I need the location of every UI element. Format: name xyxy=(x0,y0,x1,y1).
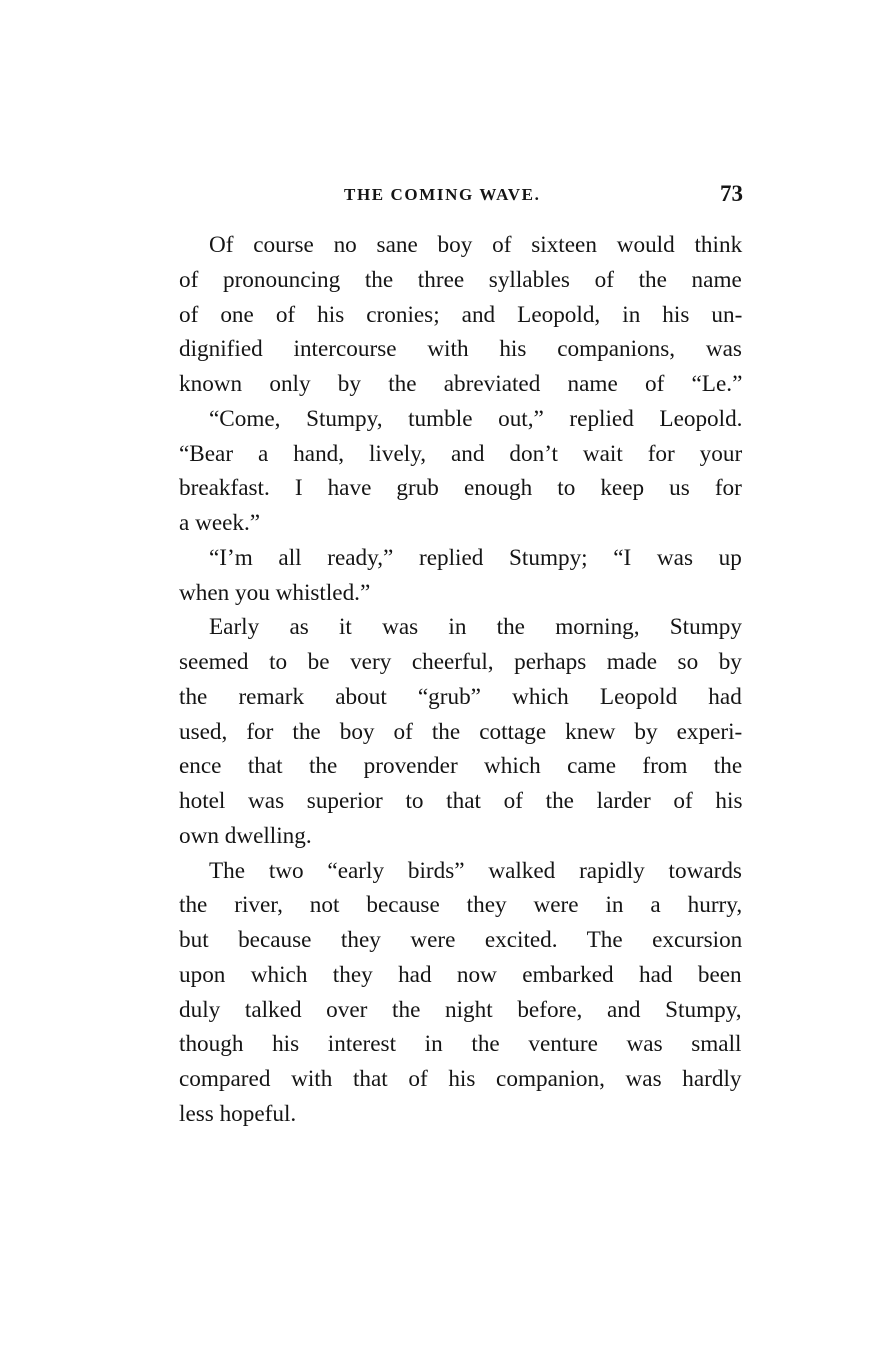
paragraph xyxy=(179,541,742,611)
text-line: when you whistled.” xyxy=(179,579,371,606)
text-line: “I’m all ready,” replied Stumpy; “I was up xyxy=(209,544,742,571)
text-line: upon which they had now embarked had been xyxy=(179,961,742,988)
text-line: of pronouncing the three syllables of the name xyxy=(179,266,742,293)
text-line: but because they were excited. The excursion xyxy=(179,927,743,953)
running-header xyxy=(178,181,743,211)
running-title: THE COMING WAVE. xyxy=(344,185,541,204)
text-line: seemed to be very cheerful, perhaps made so by xyxy=(179,649,742,675)
text-line: the river, not because they were in a hurry, xyxy=(179,892,743,919)
text-line: Early as it was in the morning, Stumpy xyxy=(209,614,742,641)
text-line: own dwelling. xyxy=(179,822,312,849)
text-line: though his interest in the venture was small xyxy=(179,1031,742,1058)
text-line: “Bear a hand, lively, and don’t wait for your xyxy=(179,440,743,467)
text-line: known only by the abreviated name of “Le.” xyxy=(179,371,743,397)
paragraph xyxy=(179,610,742,853)
text-line: used, for the boy of the cottage knew by experi- xyxy=(179,718,743,745)
paragraph xyxy=(179,228,742,402)
text-line: duly talked over the night before, and Stumpy, xyxy=(179,996,742,1023)
text-line: the remark about “grub” which Leopold had xyxy=(179,683,742,710)
paragraph xyxy=(179,854,742,1132)
text-line: a week.” xyxy=(179,510,261,536)
text-line: breakfast. I have grub enough to keep us for xyxy=(179,475,742,502)
text-line: ence that the provender which came from the xyxy=(179,753,743,780)
page-number: 73 xyxy=(720,181,743,206)
text-line: compared with that of his companion, was hardly xyxy=(179,1066,742,1092)
text-line: hotel was superior to that of the larder of his xyxy=(179,788,743,814)
paragraph xyxy=(179,402,742,541)
text-line: Of course no sane boy of sixteen would think xyxy=(209,232,743,258)
text-line: less hopeful. xyxy=(179,1100,297,1127)
body-text xyxy=(179,228,742,1132)
text-line: dignified intercourse with his companions, was xyxy=(179,336,742,363)
text-line: “Come, Stumpy, tumble out,” replied Leopold. xyxy=(209,405,743,432)
text-line: of one of his cronies; and Leopold, in his un- xyxy=(179,301,743,328)
text-line: The two “early birds” walked rapidly towards xyxy=(209,857,742,884)
